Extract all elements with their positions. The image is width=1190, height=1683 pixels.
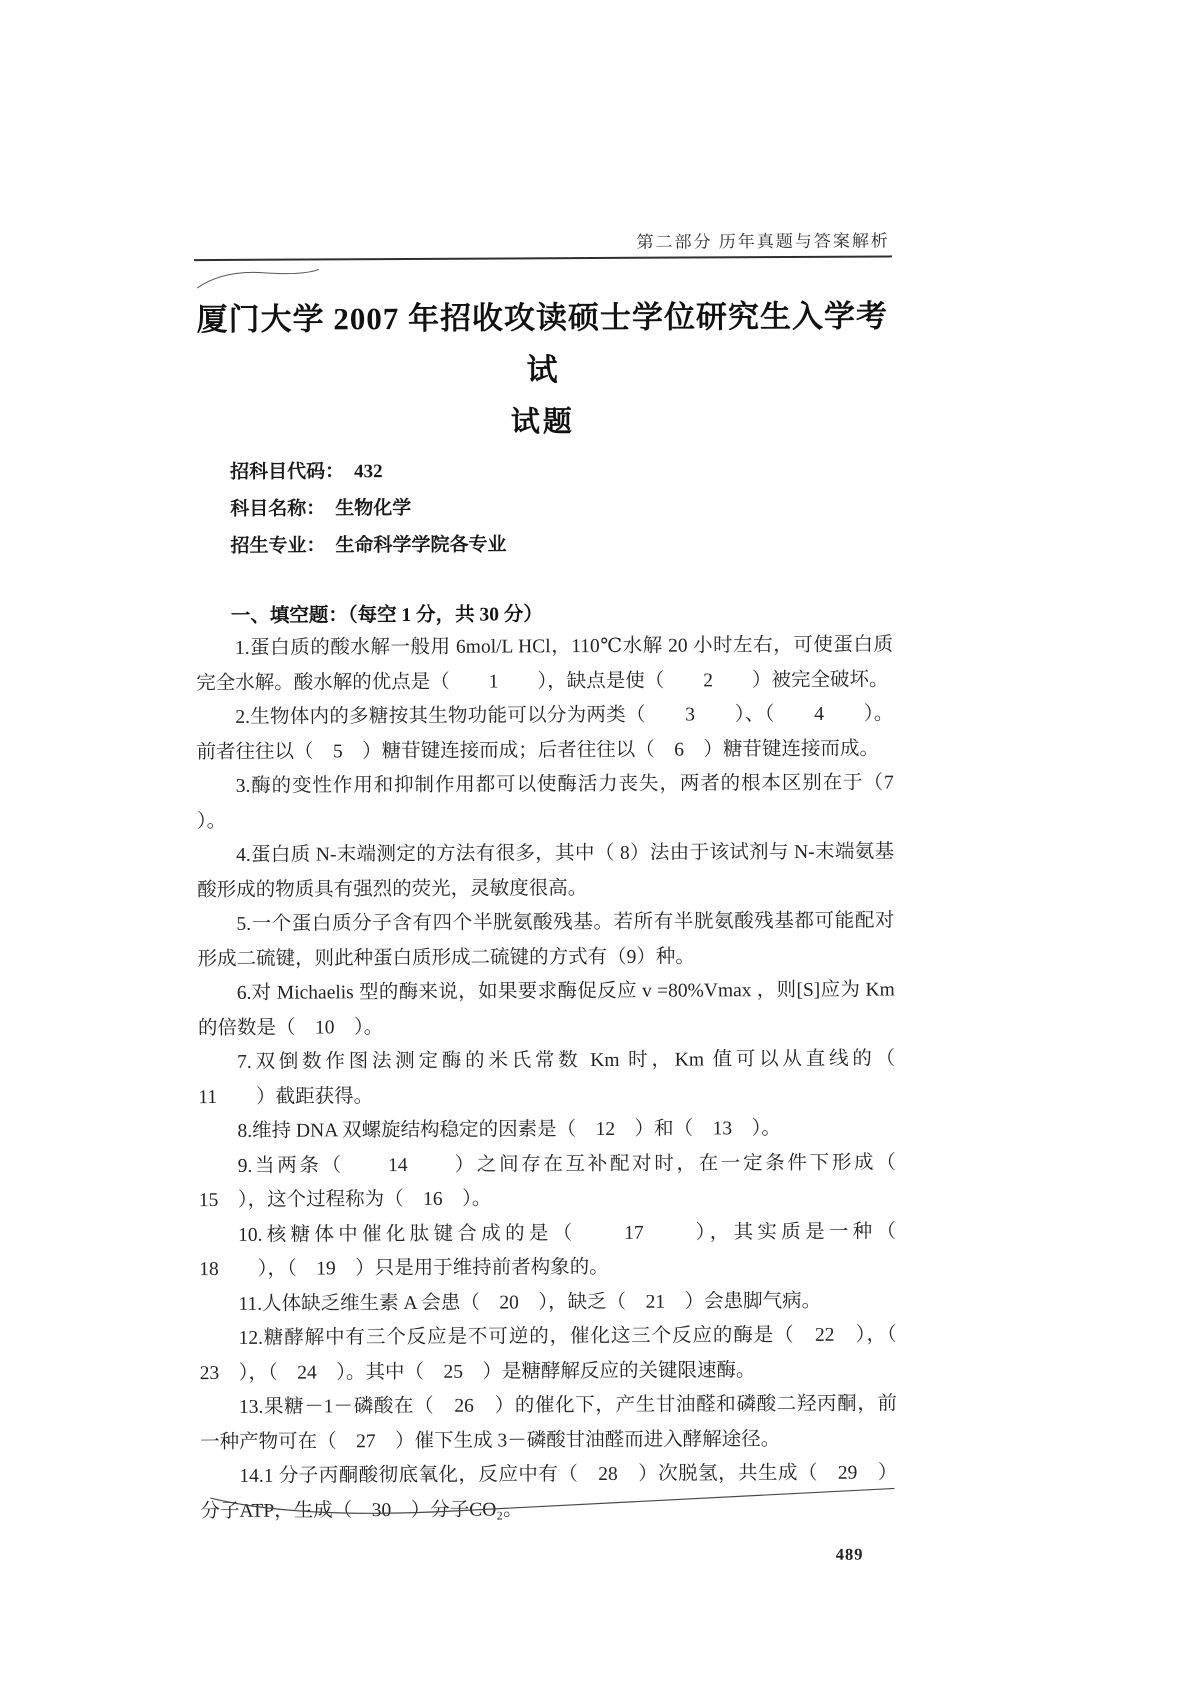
question-list (196, 628, 936, 1529)
page-curl-artifact (208, 1484, 898, 1528)
question-8: 8.维持 DNA 双螺旋结构稳定的因素是（ 12 ）和（ 13 ）。 (237, 1118, 781, 1142)
question-10: 10.核糖体中催化肽键合成的是（ 17 ），其实质是一种（ 18 ），（ 19 ）只是用于维持前者构象的。 (199, 1220, 936, 1281)
meta-subject-code-value: 432 (354, 461, 383, 483)
question-14: 14.1 分子丙酮酸彻底氧化，反应中有（ 28 ）次脱氢，共生成（ 29 ）分子ATP，生成（ 30 ）分子CO₂。 (200, 1462, 898, 1522)
header-rule (194, 255, 892, 261)
question-7: 7.双倒数作图法测定酶的米氏常数 Km 时，Km 值可以从直线的（ 11 ）截距获得。 (198, 1048, 935, 1108)
question-5: 5.一个蛋白质分子含有四个半胱氨酸残基。若所有半胱氨酸残基都可能配对形成二硫键，则此种蛋白质形成二硫键的方式有（9）种。 (197, 910, 895, 970)
question-12: 12.糖酵解中有三个反应是不可逆的，催化这三个反应的酶是（ 22 ），（ 23 ），（ 24 ）。其中（ 25 ）是糖酵解反应的关键限速酶。 (199, 1324, 917, 1384)
exam-title-line1: 厦门大学 2007 年招收攻读硕士学位研究生入学考试 (196, 298, 889, 388)
page-number: 489 (835, 1544, 864, 1564)
section-heading-fill-in-blanks: 一、填空题：（每空 1 分，共 30 分） (230, 604, 543, 627)
meta-subject-code-label: 招科目代码： (230, 461, 345, 483)
meta-subject-name-label: 科目名称： (230, 498, 326, 520)
meta-subject-code (230, 451, 830, 491)
question-1: 1.蛋白质的酸水解一般用 6mol/L HCl，110℃水解 20 小时左右，可使蛋白质完全水解。酸水解的优点是（ 1 ），缺点是使（ 2 ）被完全破坏。 (196, 634, 894, 694)
question-13: 13.果糖－1－磷酸在（ 26 ）的催化下，产生甘油醛和磷酸二羟丙酮，前一种产物可在（ 27 ）催下生成 3－磷酸甘油醛而进入酵解途径。 (200, 1393, 898, 1453)
scan-curve-artifact (193, 263, 323, 294)
exam-meta (230, 451, 831, 565)
exam-title-line2: 试题 (510, 406, 575, 439)
meta-major-label: 招生专业： (230, 535, 326, 557)
question-3: 3.酶的变性作用和抑制作用都可以使酶活力丧失，两者的根本区别在于（7 ）。 (196, 772, 894, 832)
meta-subject-name (230, 488, 830, 528)
running-header: 第二部分 历年真题与答案解析 (636, 231, 890, 252)
meta-subject-name-value: 生物化学 (335, 497, 412, 520)
question-9: 9.当两条（ 14 ）之间存在互补配对时，在一定条件下形成（ 15 ），这个过程称为（ 16 ）。 (198, 1151, 916, 1212)
question-11: 11.人体缺乏维生素 A 会患（ 20 ），缺乏（ 21 ）会患脚气病。 (238, 1290, 822, 1315)
meta-major (230, 525, 830, 565)
question-2: 2.生物体内的多糖按其生物功能可以分为两类（ 3 ）、（ 4 ）。前者往往以（ 5 ）糖苷键连接而成；后者往往以（ 6 ）糖苷键连接而成。 (196, 703, 894, 763)
meta-major-value: 生命科学学院各专业 (335, 534, 507, 557)
question-4: 4.蛋白质 N-末端测定的方法有很多，其中（ 8）法由于该试剂与 N-末端氨基酸形成的物质具有强烈的荧光，灵敏度很高。 (197, 841, 895, 901)
question-6: 6.对 Michaelis 型的酶来说，如果要求酶促反应 v =80%Vmax ，则[S]应为 Km 的倍数是（ 10 ）。 (197, 979, 895, 1039)
exam-title (194, 290, 891, 450)
